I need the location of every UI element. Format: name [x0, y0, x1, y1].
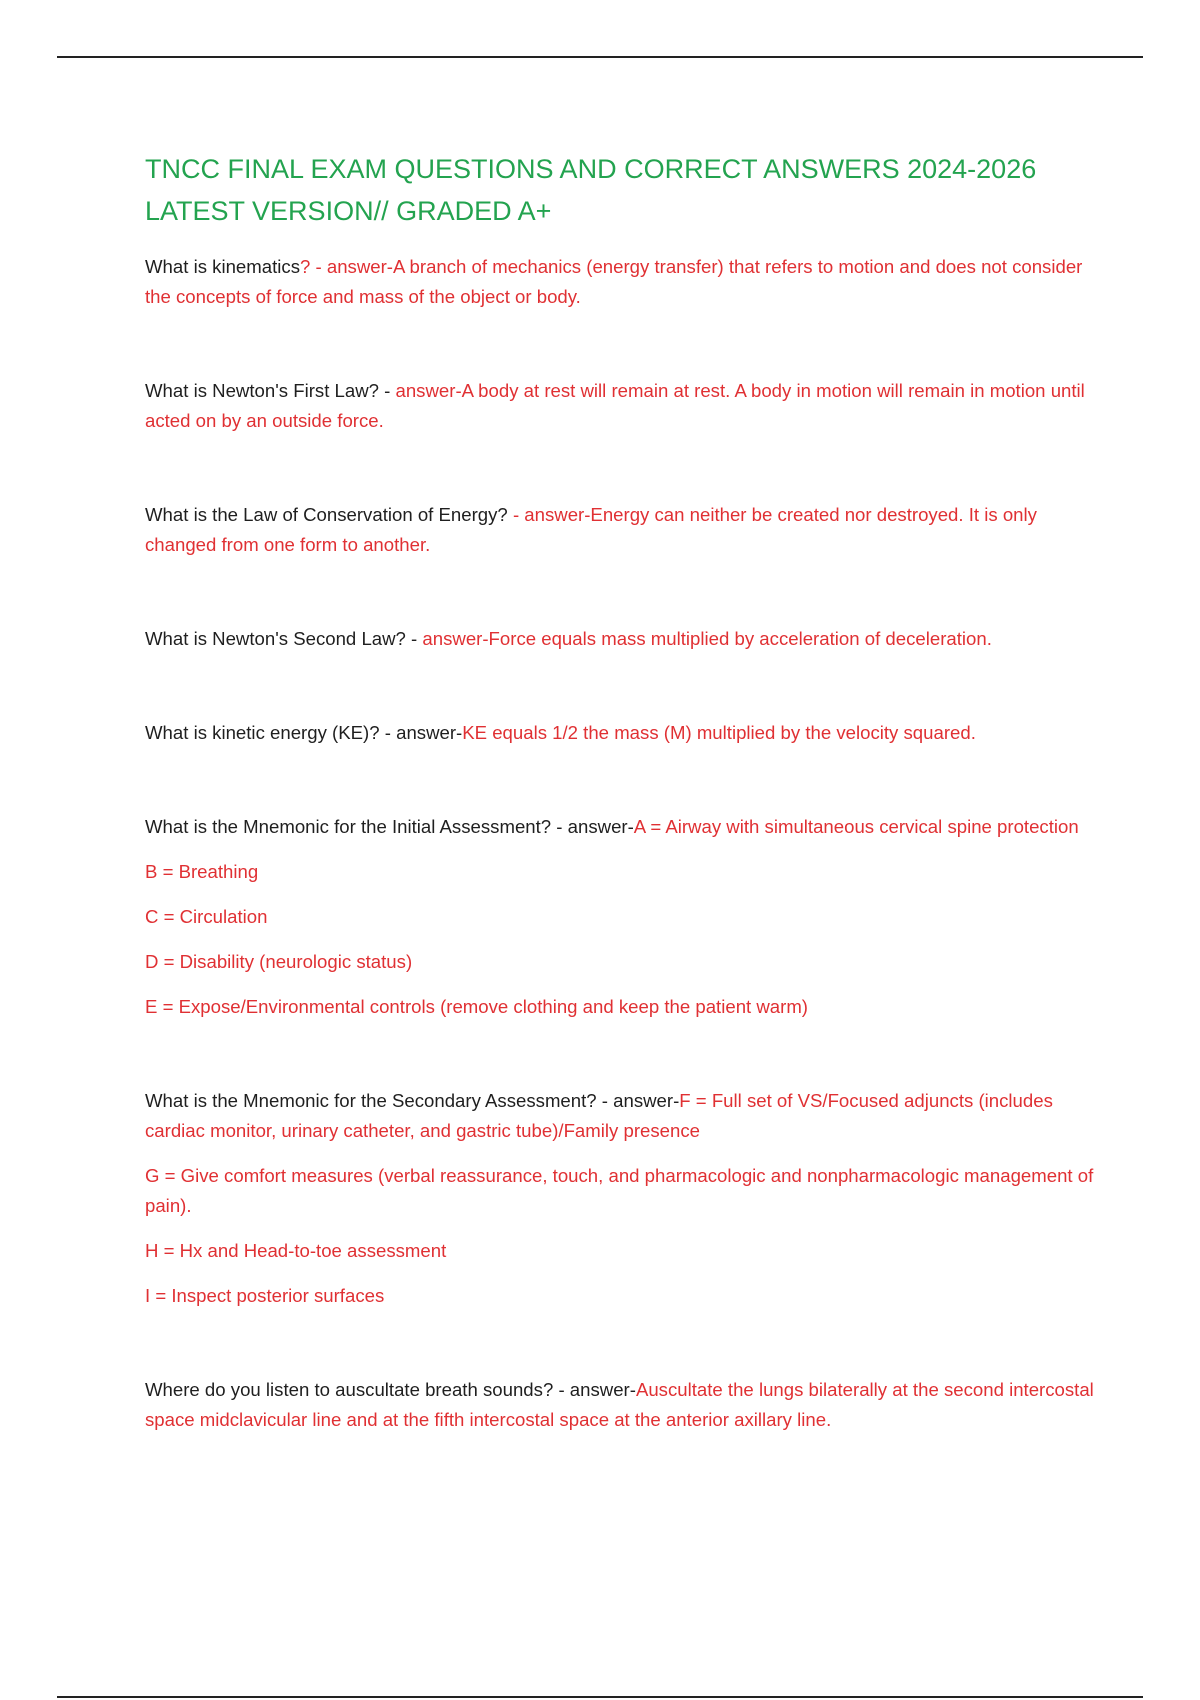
qa-text	[145, 376, 1095, 436]
question-text: What is kinetic energy (KE)? - answer-	[145, 722, 463, 743]
qa-text	[145, 718, 1095, 748]
question-text: What is Newton's First Law? -	[145, 380, 396, 401]
mnemonic-line: I = Inspect posterior surfaces	[145, 1285, 385, 1306]
answer-text: A = Airway with simultaneous cervical spine protection	[633, 816, 1079, 837]
qa-text	[145, 624, 1095, 654]
qa-item-kinematics	[145, 252, 1095, 312]
footer-rule	[57, 1696, 1143, 1698]
answer-text: F = Full set of VS/Focused adjuncts (includes cardiac monitor, urinary catheter, and gastric tube)/Family presence	[145, 1090, 1053, 1141]
question-text: What is the Mnemonic for the Secondary Assessment? - answer-	[145, 1090, 680, 1111]
qa-item-secondary-assessment	[145, 1086, 1095, 1311]
qa-item-kinetic-energy	[145, 718, 1095, 748]
answer-text: ? - answer-A branch of mechanics (energy transfer) that refers to motion and does not consider the concepts of force and mass of the object or body.	[145, 256, 1083, 307]
question-text: What is the Law of Conservation of Energy?	[145, 504, 513, 525]
question-text: Where do you listen to auscultate breath sounds? - answer-	[145, 1379, 636, 1400]
question-text: What is Newton's Second Law? -	[145, 628, 423, 649]
document-body	[145, 148, 1095, 1499]
question-text: What is the Mnemonic for the Initial Assessment? - answer-	[145, 816, 634, 837]
mnemonic-line: G = Give comfort measures (verbal reassurance, touch, and pharmacologic and nonpharmacologic management of pain).	[145, 1165, 1094, 1216]
answer-text: answer-A body at rest will remain at rest. A body in motion will remain in motion until acted on by an outside force.	[145, 380, 1085, 431]
qa-text	[145, 252, 1095, 312]
answer-text: answer-Force equals mass multiplied by acceleration of deceleration.	[422, 628, 992, 649]
qa-text	[145, 1086, 1095, 1146]
header-rule	[57, 56, 1143, 58]
answer-text: KE equals 1/2 the mass (M) multiplied by the velocity squared.	[462, 722, 976, 743]
qa-text	[145, 500, 1095, 560]
document-title: TNCC FINAL EXAM QUESTIONS AND CORRECT ANSWERS 2024-2026 LATEST VERSION// GRADED A+	[145, 154, 1037, 226]
mnemonic-line: B = Breathing	[145, 861, 259, 882]
qa-item-initial-assessment	[145, 812, 1095, 1022]
qa-item-newtons-first-law	[145, 376, 1095, 436]
qa-item-newtons-second-law	[145, 624, 1095, 654]
qa-item-conservation-of-energy	[145, 500, 1095, 560]
qa-item-breath-sounds	[145, 1375, 1095, 1435]
answer-text: Auscultate the lungs bilaterally at the second intercostal space midclavicular line and at the fifth intercostal space at the anterior axillary line.	[145, 1379, 1094, 1430]
mnemonic-line: D = Disability (neurologic status)	[145, 951, 413, 972]
qa-text	[145, 1375, 1095, 1435]
question-text: What is kinematics	[145, 256, 300, 277]
mnemonic-line: H = Hx and Head-to-toe assessment	[145, 1240, 447, 1261]
answer-text: - answer-Energy can neither be created nor destroyed. It is only changed from one form to another.	[145, 504, 1037, 555]
qa-text	[145, 812, 1095, 842]
mnemonic-line: E = Expose/Environmental controls (remove clothing and keep the patient warm)	[145, 996, 809, 1017]
mnemonic-line: C = Circulation	[145, 906, 268, 927]
